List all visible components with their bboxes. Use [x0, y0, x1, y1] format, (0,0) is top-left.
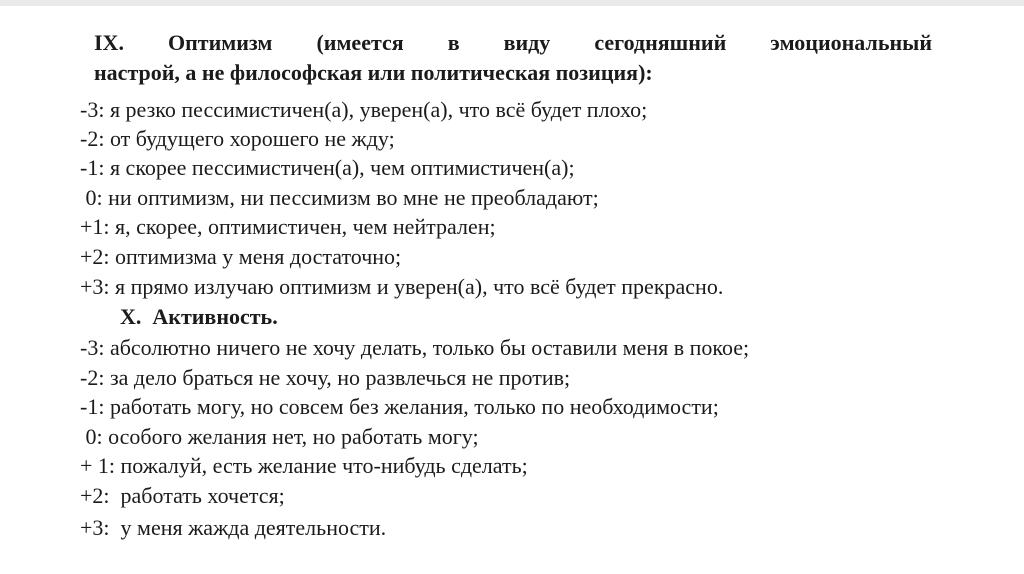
section-x-item: -1: работать могу, но совсем без желания, только по необходимости;: [80, 394, 719, 419]
section-x-item: +3: у меня жажда деятельности.: [80, 515, 387, 540]
title-word: в: [447, 30, 460, 55]
top-border: [0, 0, 1024, 6]
section-ix-title-line-2: настрой, а не философская или политическая позиция):: [94, 60, 653, 85]
section-ix-item: +1: я, скорее, оптимистичен, чем нейтрален;: [80, 214, 496, 239]
section-x-item: -3: абсолютно ничего не хочу делать, только бы оставили меня в покое;: [80, 335, 750, 360]
section-x-item: +2: работать хочется;: [80, 483, 285, 508]
title-word: Оптимизм: [167, 30, 273, 55]
section-x-title: X. Активность.: [120, 304, 278, 329]
section-ix-item: 0: ни оптимизм, ни пессимизм во мне не преобладают;: [80, 185, 599, 210]
section-x-item: + 1: пожалуй, есть желание что-нибудь сделать;: [80, 453, 528, 478]
section-x-item: -2: за дело браться не хочу, но развлечься не против;: [80, 365, 571, 390]
title-word: виду: [503, 30, 551, 55]
section-x-item: 0: особого желания нет, но работать могу;: [80, 424, 479, 449]
section-ix-item: +3: я прямо излучаю оптимизм и уверен(а), что всё будет прекрасно.: [80, 274, 724, 299]
title-word: эмоциональный: [770, 30, 932, 55]
title-word: сегодняшний: [594, 30, 727, 55]
section-ix-item: -1: я скорее пессимистичен(а), чем оптимистичен(а);: [80, 155, 575, 180]
section-ix-item: -2: от будущего хорошего не жду;: [80, 126, 395, 151]
section-ix-item: +2: оптимизма у меня достаточно;: [80, 244, 402, 269]
section-ix-title-line-1: [94, 31, 932, 55]
section-ix-item: -3: я резко пессимистичен(а), уверен(а), что всё будет плохо;: [80, 97, 648, 122]
title-word: (имеется: [316, 30, 404, 55]
title-word: IX.: [94, 30, 124, 55]
